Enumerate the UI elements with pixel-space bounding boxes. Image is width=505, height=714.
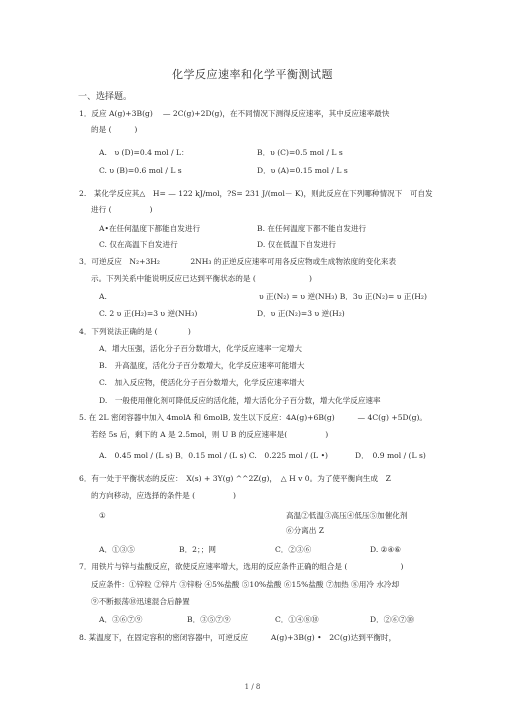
q1-option-b: B．υ (C)=0.5 mol / L s [257, 148, 343, 157]
q7-option-d: D．②⑥⑦⑩ [370, 615, 415, 624]
q3-option-a: A. [99, 292, 107, 301]
q6-stem: 6．有一处于平衡状态的反应： X(s) + 3Y(g) ^^2Z(g)， △ H v 0。为了使平衡向生成 Z [79, 474, 391, 483]
q6-option-a: A．①③⑤ [99, 545, 135, 554]
q7-option-a: A．③⑥⑦⑨ [99, 615, 143, 624]
q2-option-d: D. 仅在低温下自发进行 [257, 240, 336, 249]
q5-stem: 5. 在 2L 密闭容器中加入 4molA 和 6molB, 发生以下反应：4A(g)+6B(g) — 4C(g) +5D(g)。 [79, 413, 428, 422]
q1-stem: 1．反应 A(g)+3B(g) — 2C(g)+2D(g)，在不同情况下测得反应速率，其中反应速率最快 [79, 109, 390, 118]
q1-option-d: D．υ (A)=0.15 mol / L s [257, 166, 348, 175]
q3-option-c: C. 2 υ 正(H₂)=3 υ 逆(NH₃) [99, 309, 198, 318]
section-heading: 一、选择题。 [78, 92, 133, 102]
q2-option-b: B. 在任何温度下都不能自发进行 [257, 224, 367, 233]
q6-conditions-cont: ⑥分离出 Z [286, 526, 325, 535]
q4-option-d: D. 一般使用催化剂可降低反应的活化能，增大活化分子百分数，增大化学反应速率 [99, 396, 381, 405]
q2-stem: 2. 某化学反应其△ H= — 122 kJ/mol，?S= 231 J/(mol－ K)，则此反应在下列哪种情况下 可自发 [79, 189, 433, 198]
q6-stem-cont: 的方向移动，应选择的条件是 ( ) [91, 491, 237, 500]
q7-option-b: B．③⑤⑦⑨ [187, 615, 231, 624]
q6-option-c: C．②③⑥ [275, 545, 312, 554]
q4-option-a: A．增大压强，活化分子百分数增大，化学反应速率一定增大 [99, 344, 302, 353]
q4-option-c: C. 加入反应物，使活化分子百分数增大，化学反应速率增大 [99, 378, 305, 387]
page-title: 化学反应速率和化学平衡测试题 [172, 68, 333, 81]
q6-conditions: 高温②低温③高压④低压⑤加催化剂 [286, 511, 408, 520]
q3-stem: 3．可逆反应 N₂+3H₂ 2NH₃ 的正逆反应速率可用各反应物或生成物浓度的变化来表 [79, 257, 397, 266]
q3-stem-cont: 示。下列关系中能说明反应已达到平衡状态的是 ( ) [91, 274, 312, 283]
q7-conditions: 反应条件：①锌粒 ②锌片 ③锌粉 ④5%盐酸 ⑤10%盐酸 ⑥15%盐酸 ⑦加热 ⑧用冷 水冷却 [91, 580, 400, 589]
q4-option-b: B. 升高温度，活化分子百分数增大，化学反应速率可能增大 [99, 361, 305, 370]
q4-stem: 4．下列说法正确的是 ( ) [79, 327, 191, 336]
q5-option-abc: A. 0.45 mol / (L s) B．0.15 mol / (L s) C. 0.225 mol / (L •) [99, 451, 329, 460]
q5-stem-cont: 若经 5s 后，剩下的 A 是 2.5mol，则 U B 的反应速率是( ) [91, 430, 329, 439]
q7-option-c: C．①④⑧⑩ [275, 615, 319, 624]
q1-option-a: A. υ (D)=0.4 mol / L： [99, 148, 189, 157]
q6-option-b: B．2；；网 [179, 545, 216, 554]
q7-conditions-cont: ⑨不断振荡⑩迅速混合后静置 [91, 597, 190, 606]
q8-stem: 8. 某温度下，在固定容积的密闭容器中，可逆反应 A(g)+3B(g) • 2C(g)达到平衡时， [79, 633, 397, 642]
q2-stem-cont: 进行 ( ) [91, 205, 153, 214]
q3-option-d: D．υ 正(N₂)=3 υ 逆(H₂) [257, 309, 345, 318]
q5-option-d: D． 0.9 mol / (L s) [355, 451, 426, 460]
q3-option-a-b: υ 正(N₂) = υ 逆(NH₃) B．3υ 正(N₂)= υ 正(H₂) [259, 292, 427, 301]
q6-option-d: D. ②④⑥ [370, 545, 402, 554]
q6-circle-one: ① [99, 511, 106, 520]
q7-stem: 7．用铁片与锌与盐酸反应，欲使反应速率增大，选用的反应条件正确的组合是 ( ) [79, 562, 404, 571]
page-number: 1 / 8 [244, 683, 261, 691]
q2-option-a: A•在任何温度下都能自发进行 [99, 224, 201, 233]
q2-option-c: C. 仅在高温下自发进行 [99, 240, 178, 249]
q1-option-c: C. υ (B)=0.6 mol / L s [99, 166, 182, 175]
q1-stem-cont: 的是 ( ) [91, 125, 138, 134]
